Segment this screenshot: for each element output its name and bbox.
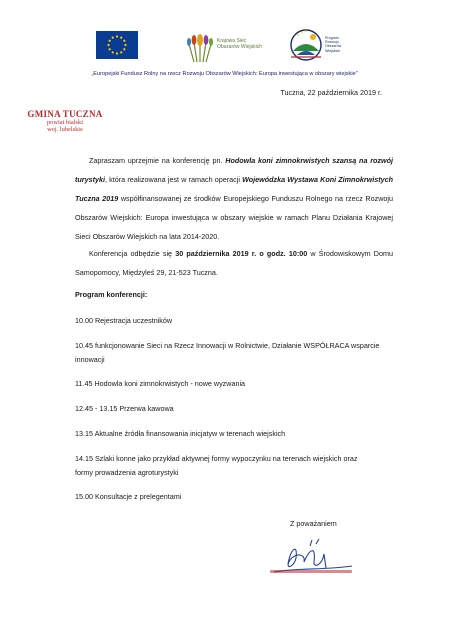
ksow-line-2: Obszarów Wiejskich: [217, 44, 263, 50]
conference-datetime: 30 października 2019 r. o godz. 10:00: [175, 249, 308, 258]
conference-details-paragraph: [75, 244, 393, 282]
operation-title: Wojewódzka Wystawa Koni Zimnokrwistych Tuczna 2019: [75, 175, 393, 203]
official-stamp: [24, 109, 106, 133]
details-text: Konferencja odbędzie się: [89, 249, 176, 258]
eu-flag-icon: [96, 31, 138, 59]
ksow-logo: [183, 26, 263, 64]
program-item: 11.45 Hodowla koni zimnokrwistych - nowe wyzwania: [75, 379, 246, 388]
eu-star-icon: [112, 51, 114, 53]
stamp-line-2: powiat bialski: [46, 119, 84, 126]
ksow-logo-icon: [183, 26, 217, 64]
invitation-text-2: , która realizowana jest w ramach operacji: [104, 175, 243, 184]
stamp-line-3: woj. lubelskie: [47, 126, 83, 133]
ksow-line-1: Krajowa Sieć: [217, 38, 247, 44]
prow-line-4: Wiejskich: [325, 48, 341, 53]
signature-icon: [266, 532, 356, 582]
program-title: Program konferencji:: [75, 290, 148, 299]
program-item: 10.00 Rejestracja uczestników: [75, 316, 173, 325]
eu-star-icon: [120, 37, 122, 39]
program-item: 15.00 Konsultacje z prelegentami: [75, 492, 182, 501]
program-item: 13.15 Aktualne źródła finansowania inicjatyw w terenach wiejskich: [75, 429, 286, 438]
eu-star-icon: [123, 48, 125, 50]
eu-star-icon: [116, 35, 118, 37]
prow-line-1: Program: [325, 36, 339, 40]
motto: „Europejski Fundusz Rolny na rzecz Rozwoju Obszarów Wiejskich: Europa inwestująca w obszary wiejskie”: [91, 71, 358, 77]
program-item: 10.45 funkcjonowanie Sieci na Rzecz Innowacji w Rolnictwie, Działanie WSPÓŁRACA wsparcie innowacji: [75, 341, 380, 364]
prow-line-2: Rozwoju: [325, 40, 339, 45]
conference-title: Hodowla koni zimnokrwistych szansą na rozwój turystyki: [75, 156, 393, 184]
program-item: 12.45 - 13.15 Przerwa kawowa: [75, 404, 174, 413]
invitation-text: Zapraszam uprzejmie na konferencję pn.: [89, 156, 226, 165]
funding-text: współfinansowanej ze środków Europejskiego Funduszu Rolnego na rzecz Rozwoju Obszarów Wiejskich: Europa inwestująca w obszary wiejskie w ramach Planu Działania Krajowej Sieci Obszarów Wiejskich na lata 2014-2020.: [75, 194, 393, 241]
eu-star-icon: [109, 48, 111, 50]
prow-logo-icon: [289, 27, 325, 63]
eu-star-icon: [116, 52, 118, 54]
eu-star-icon: [112, 37, 114, 39]
eu-star-icon: [124, 44, 126, 46]
letter-date: Tuczna, 22 października 2019 r.: [280, 88, 382, 97]
invitation-paragraph: [75, 151, 393, 246]
eu-star-icon: [120, 51, 122, 53]
prow-logo: [289, 27, 349, 63]
stamp-line-1: GMINA TUCZNA: [27, 109, 103, 119]
eu-star-icon: [109, 40, 111, 42]
eu-star-icon: [107, 44, 109, 46]
prow-line-3: Obszarów: [325, 44, 342, 49]
closing-phrase: Z poważaniem: [290, 519, 337, 528]
eu-star-icon: [123, 40, 125, 42]
conference-location: w Środowiskowym Domu Samopomocy, Międzyleś 29, 21-523 Tuczna.: [75, 249, 393, 277]
program-item: 14.15 Szlaki konne jako przykład aktywnej formy wypoczynku na terenach wiejskich oraz formy prowadzenia agroturystyki: [75, 454, 358, 477]
